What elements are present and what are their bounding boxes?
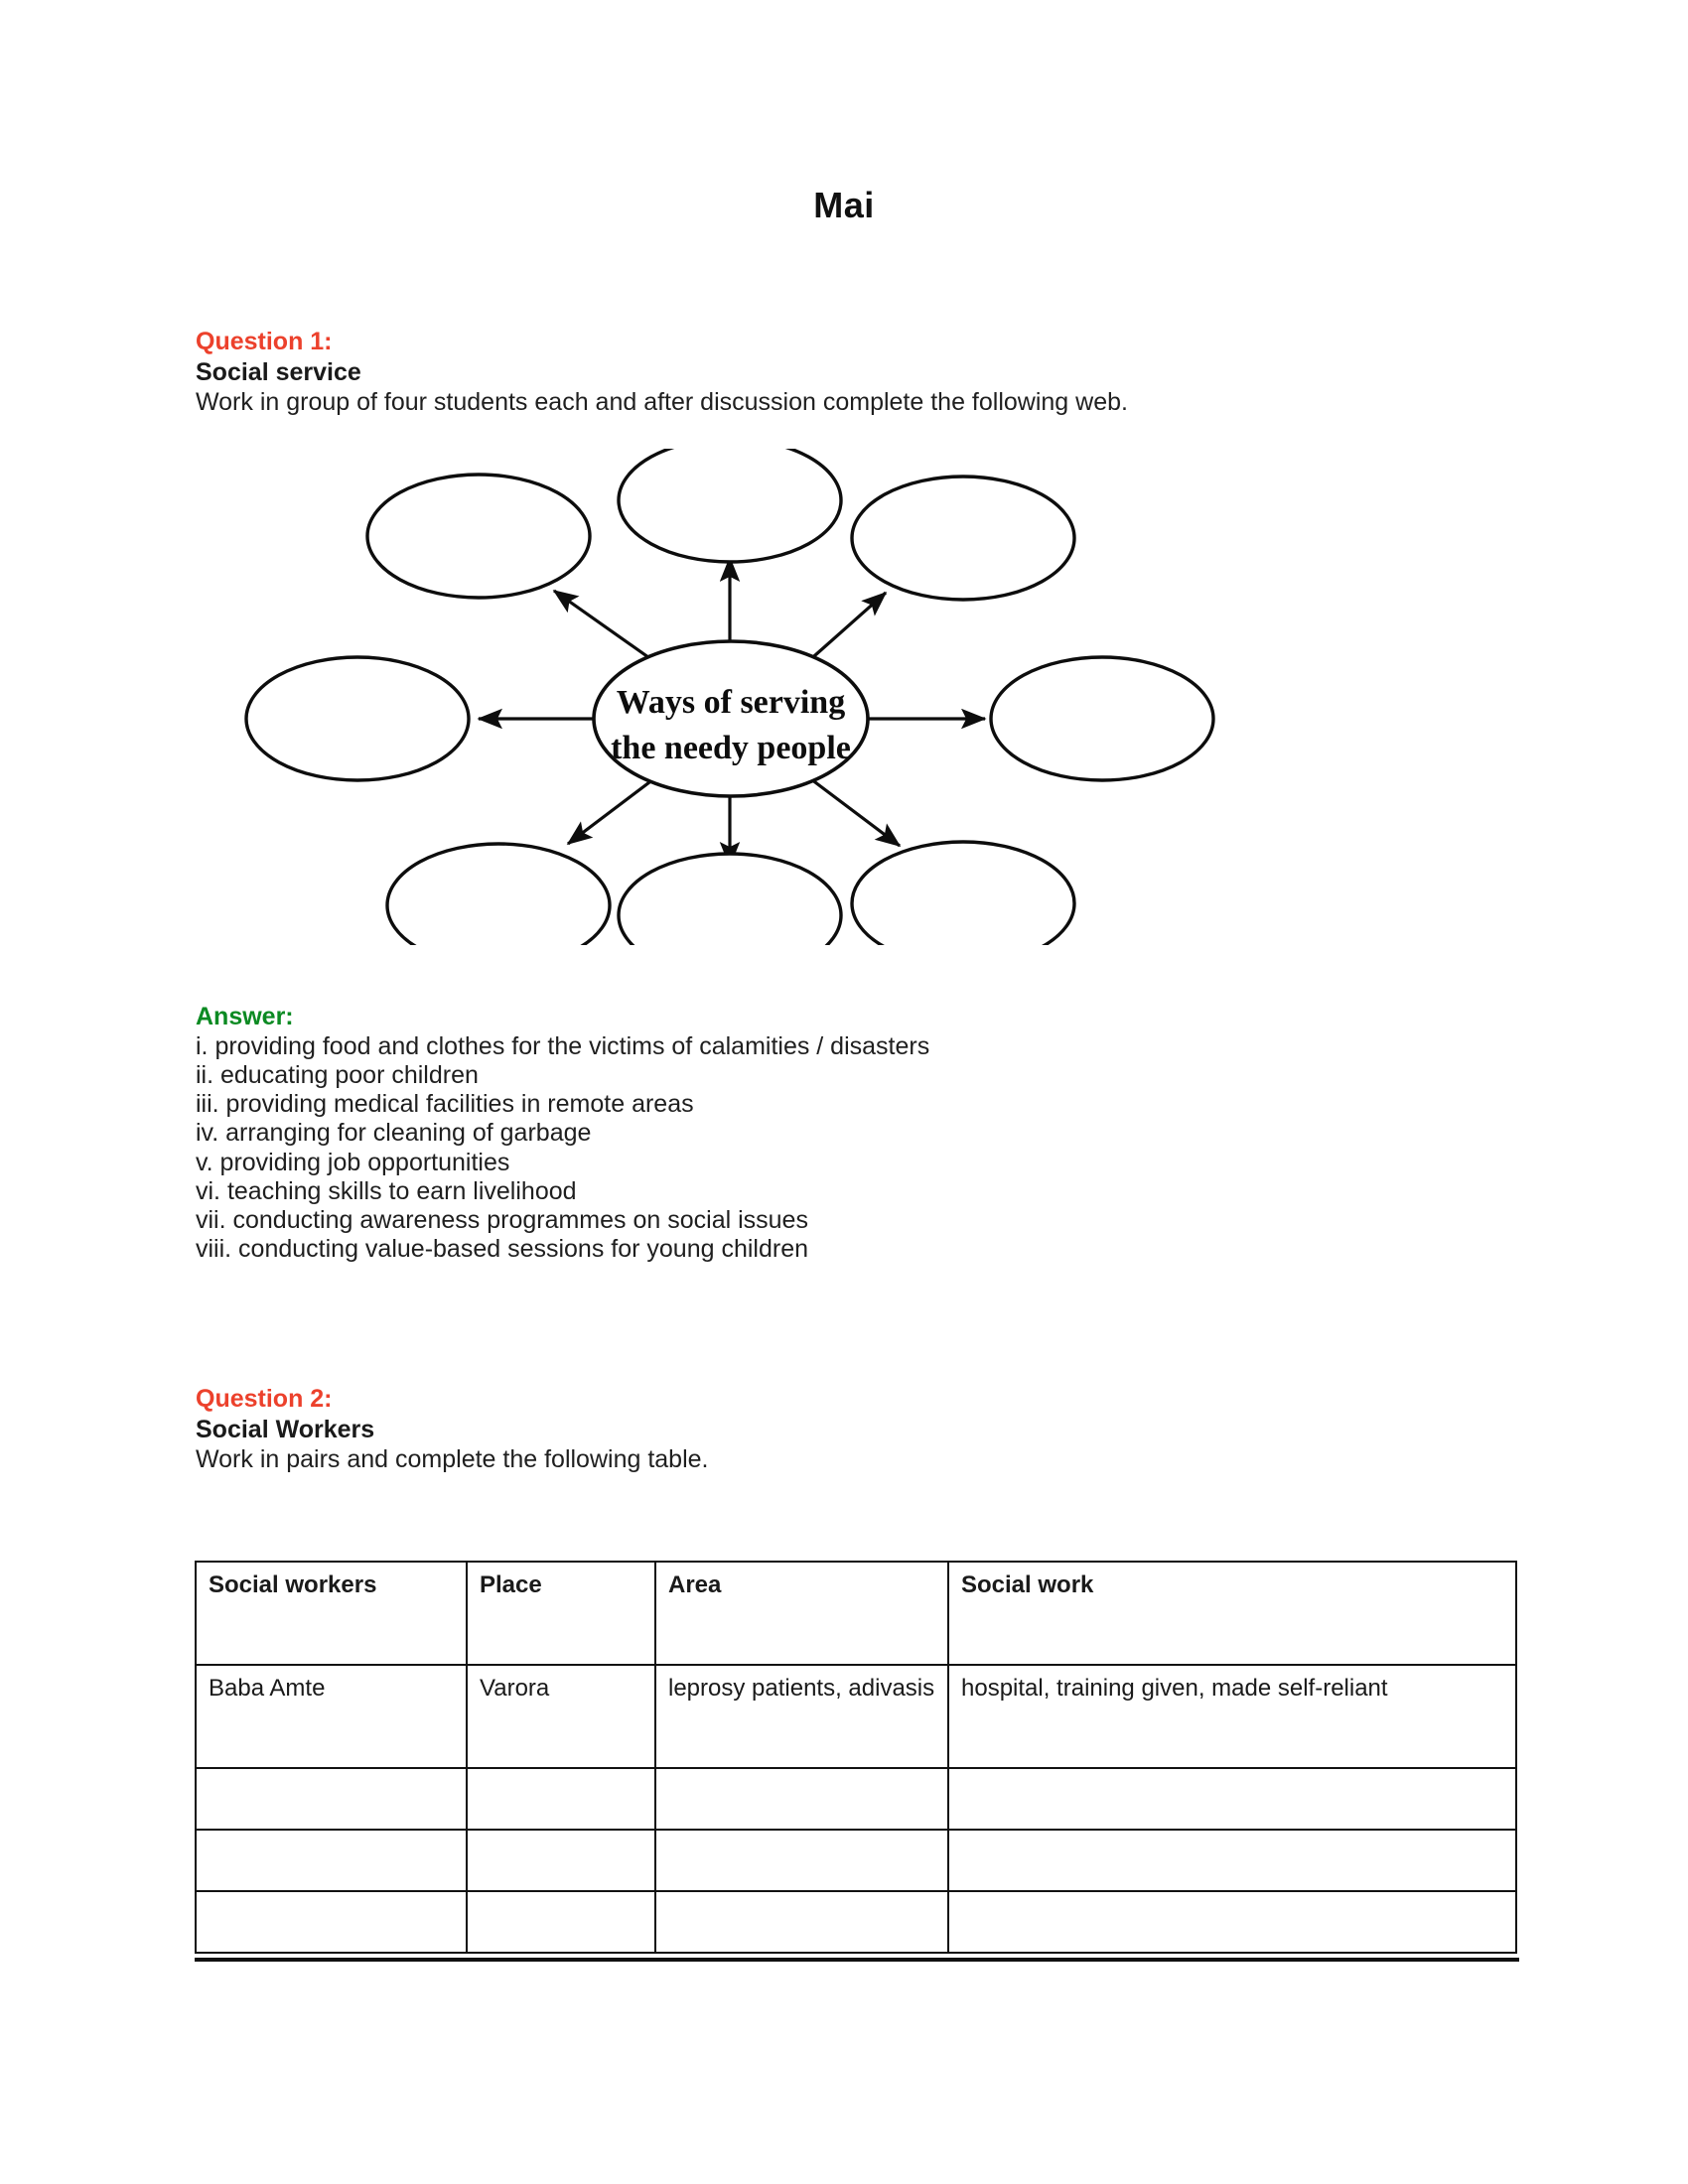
table-header-social-work: Social work: [948, 1562, 1516, 1665]
question-2-label: Question 2:: [196, 1385, 333, 1413]
question-1-subtitle: Social service: [196, 357, 361, 386]
table-header-row: [196, 1562, 1516, 1665]
cell-place[interactable]: [467, 1891, 655, 1953]
cell-place[interactable]: Varora: [467, 1665, 655, 1768]
cell-social-work[interactable]: [948, 1891, 1516, 1953]
answer-list-item: viii. conducting value-based sessions for young children: [196, 1235, 809, 1264]
cell-social-worker[interactable]: [196, 1891, 467, 1953]
table-header-area: Area: [655, 1562, 948, 1665]
diagram-node-7: [619, 854, 841, 945]
answer-list-item: v. providing job opportunities: [196, 1148, 510, 1176]
cell-place[interactable]: [467, 1830, 655, 1891]
answer-list-item: ii. educating poor children: [196, 1060, 479, 1089]
table-row: [196, 1665, 1516, 1768]
cell-area[interactable]: [655, 1830, 948, 1891]
diagram-node-5: [991, 657, 1213, 780]
cell-social-work[interactable]: [948, 1830, 1516, 1891]
social-workers-table-wrap: [195, 1561, 1515, 1954]
ways-of-serving-web-diagram: [179, 449, 1281, 945]
cell-social-worker[interactable]: Baba Amte: [196, 1665, 467, 1768]
cell-social-work[interactable]: [948, 1768, 1516, 1830]
answer-label: Answer:: [196, 1003, 294, 1030]
question-2-subtitle: Social Workers: [196, 1415, 375, 1443]
answer-list-item: iii. providing medical facilities in remote areas: [196, 1090, 694, 1118]
diagram-node-4: [246, 657, 469, 780]
table-row: [196, 1768, 1516, 1830]
diagram-node-6: [387, 844, 610, 945]
answer-section: [196, 1003, 1526, 1265]
table-row: [196, 1891, 1516, 1953]
cell-area[interactable]: [655, 1768, 948, 1830]
question-1-instruction: Work in group of four students each and after discussion complete the following web.: [196, 388, 1128, 416]
cell-area[interactable]: [655, 1891, 948, 1953]
answer-list-item: vi. teaching skills to earn livelihood: [196, 1176, 577, 1205]
table-bottom-rule: [195, 1958, 1519, 1962]
cell-place[interactable]: [467, 1768, 655, 1830]
social-workers-table: [195, 1561, 1517, 1954]
diagram-node-1: [367, 475, 590, 598]
diagram-center-label-line2: the needy people: [611, 730, 851, 766]
answer-list-item: iv. arranging for cleaning of garbage: [196, 1119, 592, 1148]
page-title: Mai: [813, 185, 875, 225]
table-row: [196, 1830, 1516, 1891]
cell-social-worker[interactable]: [196, 1830, 467, 1891]
table-body: [196, 1665, 1516, 1953]
answer-list: [196, 1032, 1526, 1265]
diagram-center-label-line1: Ways of serving: [616, 684, 846, 721]
question-1-label: Question 1:: [196, 328, 333, 355]
question-2-instruction: Work in pairs and complete the following table.: [196, 1445, 709, 1473]
cell-social-worker[interactable]: [196, 1768, 467, 1830]
answer-list-item: vii. conducting awareness programmes on social issues: [196, 1206, 808, 1234]
diagram-node-2: [619, 449, 841, 562]
question-2-section: [196, 1385, 1526, 1476]
diagram-node-8: [852, 842, 1074, 945]
table-header-social-workers: Social workers: [196, 1562, 467, 1665]
table-header-place: Place: [467, 1562, 655, 1665]
question-1-section: [196, 328, 1526, 419]
cell-area[interactable]: leprosy patients, adivasis: [655, 1665, 948, 1768]
answer-list-item: i. providing food and clothes for the victims of calamities / disasters: [196, 1031, 930, 1060]
cell-social-work[interactable]: hospital, training given, made self-reliant: [948, 1665, 1516, 1768]
diagram-node-3: [852, 477, 1074, 600]
